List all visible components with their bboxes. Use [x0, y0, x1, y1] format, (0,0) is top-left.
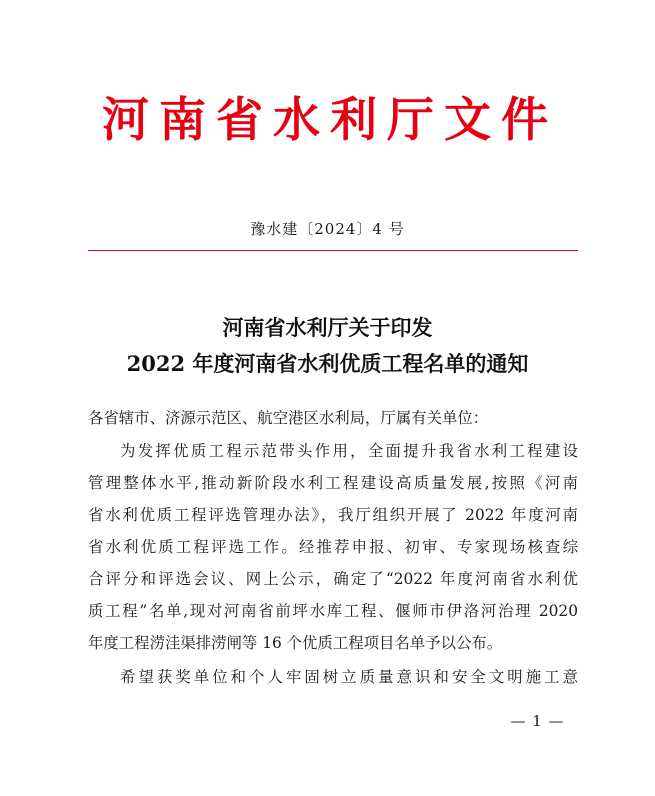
document-number: 豫水建〔2024〕4 号: [250, 220, 405, 238]
notice-title-line-1: 河南省水利厅关于印发: [222, 315, 433, 340]
red-divider-line: [88, 250, 578, 251]
body-line: 合评分和评选会议、网上公示，确定了“2022 年度河南省水利优: [88, 570, 578, 588]
body-line: 质工程”名单,现对河南省前坪水库工程、偃师市伊洛河治理 2020: [88, 602, 578, 620]
notice-title-line-2: 2022 年度河南省水利优质工程名单的通知: [126, 351, 529, 376]
page-number: — 1 —: [510, 712, 565, 730]
salutation-line: 各省辖市、济源示范区、航空港区水利局，厅属有关单位：: [88, 409, 489, 427]
body-line: 省水利优质工程评选管理办法》，我厅组织开展了 2022 年度河南: [88, 506, 578, 524]
body-line: 希望获奖单位和个人牢固树立质量意识和安全文明施工意: [120, 668, 578, 686]
body-line: 省水利优质工程评选工作。经推荐申报、初审、专家现场核查综: [88, 538, 578, 556]
body-line: 为发挥优质工程示范带头作用，全面提升我省水利工程建设: [120, 442, 578, 460]
body-line: 管理整体水平,推动新阶段水利工程建设高质量发展,按照《河南: [88, 474, 578, 492]
body-line: 年度工程涝洼渠排涝闸等 16 个优质工程项目名单予以公布。: [88, 634, 503, 652]
issuer-header: 河南省水利厅文件: [102, 93, 558, 148]
